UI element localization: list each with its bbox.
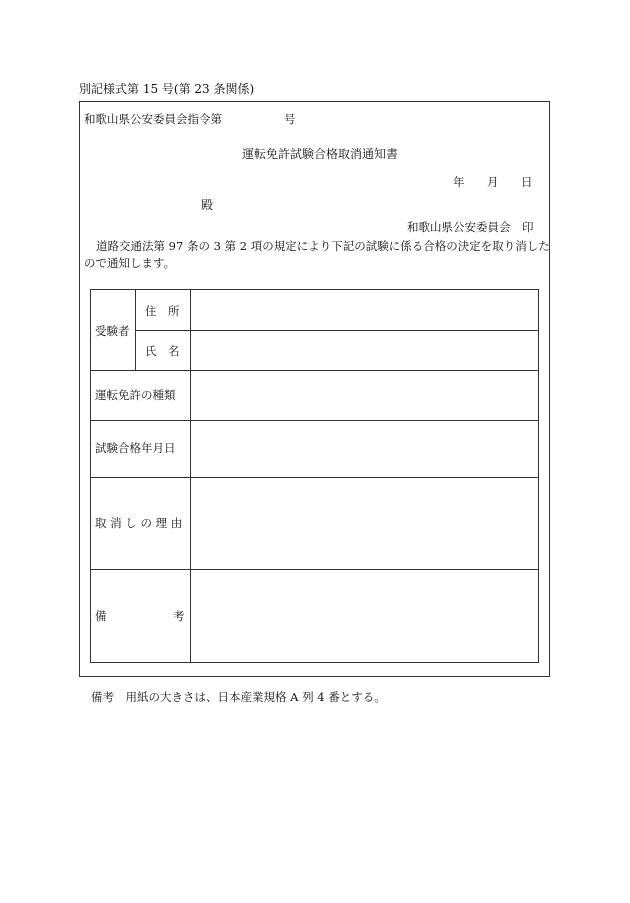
addressee-suffix: 殿 [201,198,214,212]
name-label: 氏 名 [145,344,180,358]
date-month-label: 月 [487,175,499,189]
notice-body [84,238,550,272]
sender-name: 和歌山県公安委員会 印 [407,220,534,234]
table-row-divider [91,370,538,371]
reason-label: 取 消 し の 理 由 [95,516,183,530]
issuer-line: 和歌山県公安委員会指令第 [84,112,222,126]
date-day-label: 日 [521,175,533,189]
table-row-divider [91,477,538,478]
table-divider-label [190,290,191,662]
table-row-divider [91,569,538,570]
document-title: 運転免許試験合格取消通知書 [242,147,399,161]
date-year-label: 年 [453,175,465,189]
form-caption: 別記様式第 15 号(第 23 条関係) [79,82,255,96]
pass-date-label: 試験合格年月日 [95,441,176,455]
remarks-label-left: 備 [95,609,107,623]
body-line-1: 道路交通法第 97 条の 3 第 2 項の規定により下記の試験に係る合格の決定を取り消した [96,239,550,253]
table-row-divider [91,420,538,421]
remarks-label-right: 考 [173,609,185,623]
examinee-label: 受験者 [95,324,130,338]
table-row-divider [135,330,538,331]
license-type-label: 運転免許の種類 [95,388,176,402]
body-line-2: ので通知します。 [84,256,176,270]
footnote: 備考 用紙の大きさは、日本産業規格 A 列 4 番とする。 [91,690,386,704]
address-label: 住 所 [145,304,180,318]
issuer-number-suffix: 号 [284,112,296,126]
records-table [90,289,539,663]
